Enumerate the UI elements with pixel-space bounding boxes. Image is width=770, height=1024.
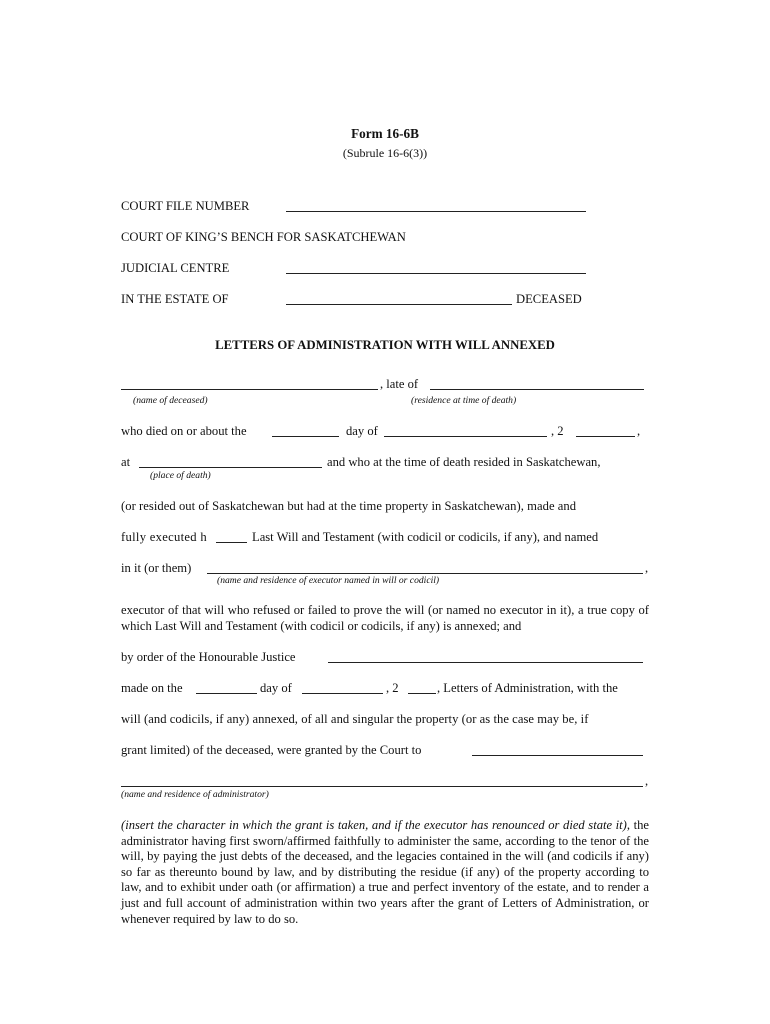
order-year-blank[interactable]	[408, 693, 436, 694]
document-title: LETTERS OF ADMINISTRATION WITH WILL ANNEXED	[215, 338, 555, 352]
granted-to-blank[interactable]	[472, 755, 643, 756]
form-subrule: (Subrule 16-6(3))	[342, 146, 428, 160]
late-of-text: , late of	[380, 377, 419, 391]
death-day-blank[interactable]	[272, 436, 339, 437]
letters-admin-text: , Letters of Administration, with the	[437, 681, 618, 695]
caption-residence: (residence at time of death)	[411, 395, 517, 406]
resided-in-text: and who at the time of death resided in Saskatchewan,	[327, 455, 601, 469]
residence-blank[interactable]	[430, 389, 644, 390]
deceased-label: DECEASED	[516, 292, 582, 306]
died-on-text: who died on or about the	[121, 424, 247, 438]
day-of-text: day of	[346, 424, 378, 438]
day-of-text-2: day of	[260, 681, 292, 695]
order-month-blank[interactable]	[302, 693, 383, 694]
death-year-blank[interactable]	[576, 436, 635, 437]
administrator-blank[interactable]	[121, 786, 643, 787]
fully-executed-text: fully executed h	[121, 530, 207, 544]
year-prefix-text-2: , 2	[386, 681, 399, 695]
death-month-blank[interactable]	[384, 436, 547, 437]
in-it-text: in it (or them)	[121, 561, 192, 575]
will-annexed-text: will (and codicils, if any) annexed, of all and singular the property (or as the case may be, if	[121, 712, 589, 726]
final-paragraph-text: , the administrator having first sworn/affirmed faithfully to administer the same, according to the tenor of the will, by paying the just debts of the deceased, and the legacies contained in the will (and codicils if any) so far as thereunto bound by law, and by distributing the residue (if any) of the property according to law, and to exhibit under oath (or affirmation) a true and perfect inventory of the estate, and to render a just and full account of administration within two years after the grant of Letters of Administration, or whenever required by law to do so.	[121, 818, 649, 926]
caption-name-of-deceased: (name of deceased)	[133, 395, 208, 406]
judicial-centre-blank[interactable]	[286, 273, 586, 274]
judicial-centre-label: JUDICIAL CENTRE	[121, 261, 230, 275]
executor-paragraph: executor of that will who refused or failed to prove the will (or named no executor in it), a true copy of which Last Will and Testament (with codicil or codicils, if any) is annexed; and	[121, 603, 649, 633]
resided-out-text: (or resided out of Saskatchewan but had at the time property in Saskatchewan), made and	[121, 499, 577, 513]
final-paragraph	[121, 818, 649, 927]
at-text: at	[121, 455, 131, 469]
caption-executor: (name and residence of executor named in will or codicil)	[217, 575, 440, 586]
caption-administrator: (name and residence of administrator)	[121, 789, 269, 800]
made-on-text: made on the	[121, 681, 183, 695]
court-name: COURT OF KING’S BENCH FOR SASKATCHEWAN	[121, 230, 406, 244]
order-day-blank[interactable]	[196, 693, 257, 694]
by-order-text: by order of the Honourable Justice	[121, 650, 296, 664]
estate-label: IN THE ESTATE OF	[121, 292, 229, 306]
final-instruction-italic: (insert the character in which the grant is taken, and if the executor has renounced or died state it)	[121, 818, 627, 832]
deceased-name-blank[interactable]	[121, 389, 378, 390]
comma-text-3: ,	[645, 774, 649, 788]
year-prefix-text: , 2	[551, 424, 564, 438]
last-will-text: Last Will and Testament (with codicil or codicils, if any), and named	[252, 530, 599, 544]
justice-blank[interactable]	[328, 662, 643, 663]
comma-text-2: ,	[645, 561, 649, 575]
pronoun-blank[interactable]	[216, 542, 247, 543]
court-file-blank[interactable]	[286, 211, 586, 212]
estate-name-blank[interactable]	[286, 304, 512, 305]
form-number: Form 16-6B	[351, 126, 419, 141]
place-of-death-blank[interactable]	[139, 467, 322, 468]
comma-text: ,	[637, 424, 641, 438]
grant-limited-text: grant limited) of the deceased, were granted by the Court to	[121, 743, 422, 757]
caption-place-of-death: (place of death)	[150, 470, 211, 481]
court-file-label: COURT FILE NUMBER	[121, 199, 250, 213]
executor-blank[interactable]	[207, 573, 643, 574]
